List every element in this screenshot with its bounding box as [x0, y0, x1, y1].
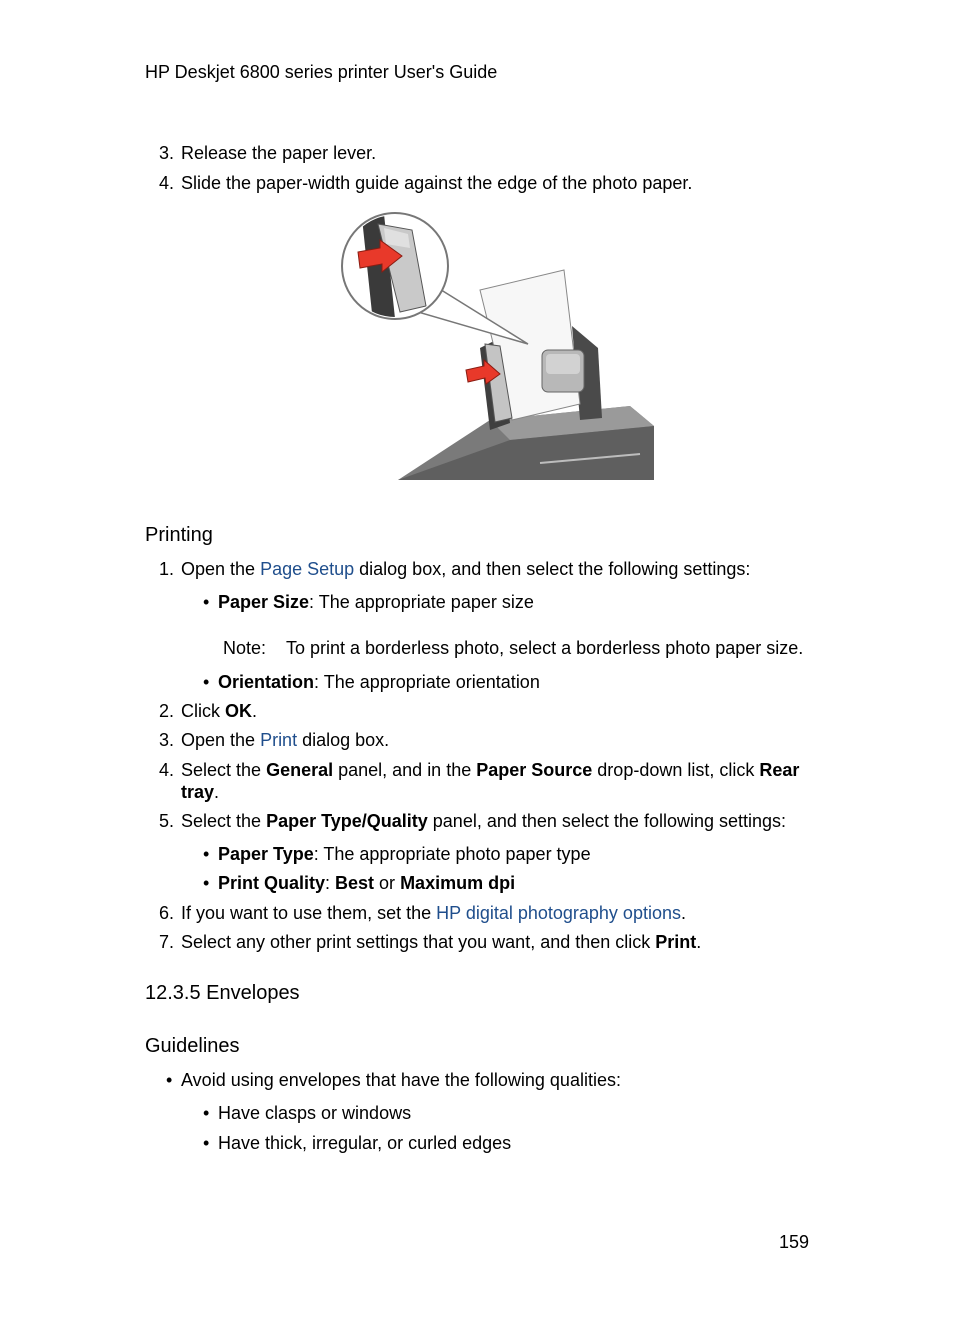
bullet: •: [203, 1133, 210, 1153]
note-text: To print a borderless photo, select a borderless photo paper size.: [286, 638, 804, 658]
bullet-text: [218, 873, 515, 894]
bullet: •: [203, 844, 210, 864]
bold-term: Maximum dpi: [400, 873, 516, 893]
section-heading-printing: Printing: [145, 524, 213, 546]
bullet: •: [203, 873, 210, 893]
bullet: •: [166, 1070, 173, 1090]
text-run: : The appropriate orientation: [314, 672, 540, 692]
text-run: .: [680, 903, 686, 923]
step-text: [181, 559, 750, 580]
step-number: 5.: [158, 811, 174, 831]
step-number: 3.: [158, 730, 174, 750]
bold-term: OK: [225, 701, 252, 721]
text-run: :: [325, 873, 336, 893]
step-number: 1.: [158, 559, 174, 579]
bullet-text: Have clasps or windows: [218, 1103, 412, 1123]
bold-term: Rear: [759, 760, 800, 780]
text-run: Open the: [181, 730, 261, 750]
text-run: Select the: [181, 760, 267, 780]
bold-term: Orientation: [218, 672, 315, 692]
step-text: Release the paper lever.: [181, 143, 377, 163]
bullet-text: [218, 592, 534, 613]
step-text-continued: [181, 782, 219, 803]
bold-term: Paper Type/Quality: [266, 811, 428, 831]
text-run: Select any other print settings that you want, and then click: [181, 932, 656, 952]
hp-digital-photography-link[interactable]: HP digital photography options: [436, 903, 681, 923]
bullet-text: Avoid using envelopes that have the following qualities:: [181, 1070, 621, 1090]
step-text: [181, 932, 701, 953]
bullet-text: [218, 672, 540, 693]
step-text: Slide the paper-width guide against the edge of the photo paper.: [181, 173, 693, 193]
bold-term: Best: [335, 873, 375, 893]
step-number: 4.: [158, 760, 174, 780]
text-run: dialog box.: [297, 730, 390, 750]
text-run: .: [252, 701, 258, 721]
text-run: or: [374, 873, 401, 893]
bullet: •: [203, 592, 210, 612]
step-number: 7.: [158, 932, 174, 952]
text-run: If you want to use them, set the: [181, 903, 437, 923]
text-run: .: [696, 932, 702, 952]
bold-term: tray: [181, 782, 215, 802]
text-run: dialog box, and then select the following settings:: [354, 559, 751, 579]
text-run: Open the: [181, 559, 261, 579]
step-number: 4.: [158, 173, 174, 193]
page-number: 159: [778, 1232, 809, 1252]
bold-term: Print Quality: [218, 873, 326, 893]
bullet-text: Have thick, irregular, or curled edges: [218, 1133, 512, 1153]
step-text: [181, 760, 799, 781]
text-run: panel, and then select the following settings:: [427, 811, 787, 831]
bullet: •: [203, 1103, 210, 1123]
page-setup-link[interactable]: Page Setup: [260, 559, 355, 579]
bullet-text: [218, 844, 591, 865]
print-link[interactable]: Print: [260, 730, 298, 750]
text-run: Select the: [181, 811, 267, 831]
bold-term: General: [266, 760, 334, 780]
step-text: [181, 811, 786, 832]
step-text: [181, 730, 389, 751]
running-header: HP Deskjet 6800 series printer User's Guide: [145, 62, 498, 82]
bold-term: Paper Source: [476, 760, 593, 780]
bold-term: Paper Type: [218, 844, 314, 864]
note-label: Note:: [223, 638, 267, 658]
bold-term: Paper Size: [218, 592, 310, 612]
section-heading-envelopes: 12.3.5 Envelopes: [145, 982, 300, 1004]
bullet: •: [203, 672, 210, 692]
text-run: : The appropriate paper size: [309, 592, 534, 612]
paper-guide-illustration: [340, 208, 658, 483]
text-run: panel, and in the: [333, 760, 477, 780]
step-text: [181, 903, 686, 924]
text-run: : The appropriate photo paper type: [313, 844, 591, 864]
text-run: .: [214, 782, 220, 802]
bold-term: Print: [655, 932, 697, 952]
step-text: [181, 701, 257, 722]
text-run: drop-down list, click: [592, 760, 760, 780]
subheading-guidelines: Guidelines: [145, 1035, 240, 1057]
step-number: 3.: [158, 143, 174, 163]
step-number: 2.: [158, 701, 174, 721]
step-number: 6.: [158, 903, 174, 923]
text-run: Click: [181, 701, 225, 721]
